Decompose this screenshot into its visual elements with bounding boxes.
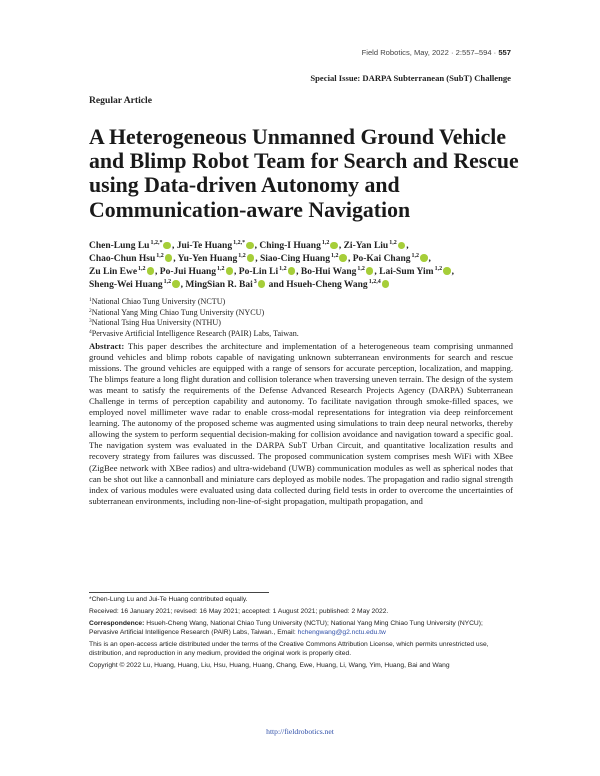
author: Hsueh-Cheng Wang$^{1,2,4}$ — [286, 280, 390, 290]
correspondence: Correspondence: Hsueh-Cheng Wang, National Chiao Tung University (NCTU); National Yang Ming Chiao Tung University (NYCU); Pervasive Artificial Intelligence Research (PAIR) Labs, Taiwan., Email: hchengwang@g2.nctu.edu.tw — [89, 620, 483, 637]
orcid-icon[interactable] — [246, 242, 254, 250]
orcid-icon[interactable] — [163, 242, 171, 250]
orcid-icon[interactable] — [420, 254, 428, 262]
author: Jui-Te Huang$^{1,2,*}$ — [177, 241, 255, 251]
orcid-icon[interactable] — [258, 280, 266, 288]
orcid-icon[interactable] — [443, 267, 451, 275]
page-number: 557 — [498, 48, 511, 57]
orcid-icon[interactable] — [172, 280, 180, 288]
journal-info: Field Robotics, May, 2022 — [361, 48, 449, 57]
affiliation-list — [89, 297, 299, 339]
author: Po-Lin Li$^{1,2}$ — [239, 267, 296, 277]
author: Ching-I Huang$^{1,2}$ — [259, 241, 339, 251]
orcid-icon[interactable] — [147, 267, 155, 275]
orcid-icon[interactable] — [398, 242, 406, 250]
author: Zu Lin Ewe$^{1,2}$ — [89, 267, 155, 277]
paper-title: A Heterogeneous Unmanned Ground Vehicle and Blimp Robot Team for Search and Rescue using Data-driven Autonomy and Communication-aware Navigation — [89, 125, 519, 222]
affiliation: $^4$Pervasive Artificial Intelligence Research (PAIR) Labs, Taiwan. — [89, 328, 299, 338]
orcid-icon[interactable] — [382, 280, 390, 288]
affiliation: $^1$National Chiao Tung University (NCTU) — [89, 297, 226, 306]
equal-contribution-note: *Chen-Lung Lu and Jui-Te Huang contributed equally. — [89, 596, 248, 603]
separator: · — [450, 48, 454, 57]
footnotes — [89, 596, 511, 674]
special-issue-label: Special Issue: DARPA Subterranean (SubT) Challenge — [310, 73, 511, 83]
email-link[interactable]: hchengwang@g2.nctu.edu.tw — [297, 629, 386, 637]
abstract-label: Abstract: — [89, 341, 125, 351]
author-list: Chen-Lung $Lu^{1,2,*}$ , Jui-Te Huang$^{1,2,*}$ , Ching-I Huang$^{1,2}$ , Zi-Yan Liu$^{1,2}$ , Chao-Chun Hsu$^{1,2}$ , Yu-Yen Huang$^{1,2}$ , Siao-Cing Huang$^{1,2}$ , Po-Kai Chang$^{1,2}$ , Zu Lin Ewe$^{1,2}$ , Po-Jui Huang$^{1,2}$ , Po-Lin Li$^{1,2}$ , Bo-Hui Wang$^{1,2}$ , Lai-Sum Yim$^{1,2}$ , Sheng-Wei Huang$^{1,2}$ , MingSian R. Bai$^3$ and Hsueh-Cheng Wang$^{1,2,4}$ — [89, 240, 454, 290]
separator: · — [493, 48, 497, 57]
author: Po-Kai Chang$^{1,2}$ — [353, 254, 429, 264]
author: Siao-Cing Huang$^{1,2}$ — [260, 254, 348, 264]
affiliation: $^3$National Tsing Hua University (NTHU) — [89, 318, 221, 328]
orcid-icon[interactable] — [288, 267, 296, 275]
author: Zi-Yan Liu$^{1,2}$ — [344, 241, 407, 251]
author: Chao-Chun Hsu$^{1,2}$ — [89, 254, 173, 264]
author: Po-Jui Huang$^{1,2}$ — [160, 267, 234, 277]
copyright-statement: Copyright © 2022 Lu, Huang, Huang, Liu, Hsu, Huang, Huang, Chang, Ewe, Huang, Li, Wang, Yim, Huang, Bai and Wang — [89, 662, 450, 670]
license-statement: This is an open-access article distributed under the terms of the Creative Commons Attribution License, which permits unrestricted use, distribution, and reproduction in any medium, provided the original work is properly cited. — [89, 641, 489, 658]
orcid-icon[interactable] — [226, 267, 234, 275]
footnote-divider — [89, 592, 269, 593]
orcid-icon[interactable] — [366, 267, 374, 275]
publication-dates: Received: 16 January 2021; revised: 16 May 2021; accepted: 1 August 2021; published: 2 May 2022. — [89, 608, 389, 616]
abstract-text: This paper describes the architecture and implementation of a heterogeneous team comprising unmanned ground vehicles and blimp robots capable of navigating unknown subterranean environments for search and rescue missions. The ground vehicles are equipped with a range of sensors for accurate perception, localization, and mapping. The blimps feature a long flight duration and collision tolerance when traversing uneven terrain. The design of the system was meant to satisfy the requirements of the Defense Advanced Research Projects Agency (DARPA) Subterranean Challenge in terms of perception capability and autonomy. To facilitate navigation through smoke-filled spaces, we employed novel millimeter wave radar to enable cross-modal representations for integration via deep reinforcement learning. The autonomy of the proposed scheme was augmented using simulations to train deep neural networks, thereby allowing the system to perform sequential decision-making for collision avoidance and navigation toward a specific goal. The navigation system was evaluated in the DARPA SubT Urban Circuit, and quantitative localization results and recovery strategy from failures was discussed. The proposed communication system comprises mesh WiFi with XBee (ZigBee network with XBee radios) and ultra-wideband (UWB) communication modules as well as spherical nodes that can be shot out like a cannonball and miniature cars deployed as mobile nodes. The propagation and radio signal strength index of various modules were evaluated using data collected during field tests in order to overcome the uncertainties of subterranean environments, including non-line-of-sight propagation, multipath propagation, and — [89, 341, 513, 506]
correspondence-label: Correspondence: — [89, 620, 145, 628]
article-type: Regular Article — [89, 95, 152, 106]
author: Sheng-Wei Huang$^{1,2}$ — [89, 280, 181, 290]
running-head — [362, 48, 511, 57]
orcid-icon[interactable] — [339, 254, 347, 262]
footer-url-link[interactable]: http://fieldrobotics.net — [266, 727, 334, 736]
author: Lai-Sum Yim$^{1,2}$ — [379, 267, 451, 277]
orcid-icon[interactable] — [247, 254, 255, 262]
affiliation: $^2$National Yang Ming Chiao Tung University (NYCU) — [89, 307, 265, 317]
author: Yu-Yen Huang$^{1,2}$ — [178, 254, 256, 264]
page-range: 2:557–594 — [455, 48, 492, 57]
orcid-icon[interactable] — [165, 254, 173, 262]
author: MingSian R. Bai$^3$ — [185, 280, 266, 290]
author-conjunction: and — [268, 279, 284, 290]
author: Bo-Hui Wang$^{1,2}$ — [301, 267, 375, 277]
abstract — [89, 341, 513, 507]
author: Chen-Lung $Lu^{1,2,*}$ — [89, 241, 172, 251]
orcid-icon[interactable] — [330, 242, 338, 250]
